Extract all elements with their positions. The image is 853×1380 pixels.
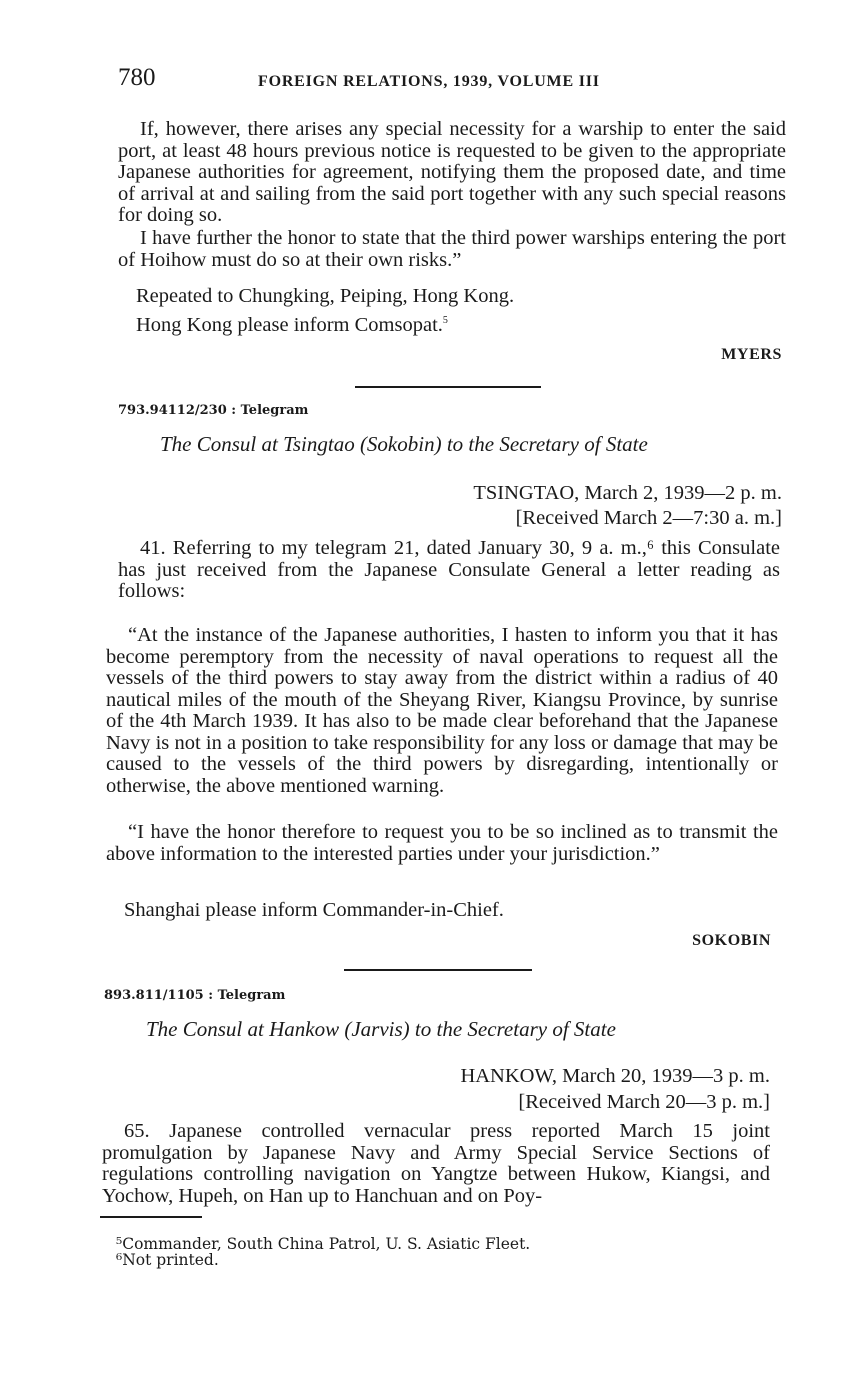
- footnote-6: ⁶Not printed.: [116, 1251, 219, 1269]
- page-number: 780: [118, 64, 156, 91]
- inform-line: [136, 309, 448, 337]
- quote-paragraph-1: “At the instance of the Japanese authorities, I hasten to inform you that it has become peremptory from the necessity of naval operations to request all the vessels of the third powers to stay away from the district within a radius of 40 nautical miles of the mouth of the Sheyang River, Kiangsu Province, by sunrise of the 4th March 1939. It has also to be made clear beforehand that the Japanese Navy is not in a position to take responsibility for any loss or damage that may be caused to the vessels of the third powers by disregarding, intentionally or otherwise, the above mentioned warning.: [106, 624, 778, 797]
- telegram-41-paragraph: 41. Referring to my telegram 21, dated January 30, 9 a. m.,⁶ this Consulate has just received from the Japanese Consulate General a letter reading as follows:: [118, 537, 780, 602]
- footnotes: [116, 1236, 530, 1268]
- dateline-tsingtao: TSINGTAO, March 2, 1939—2 p. m.: [473, 482, 782, 504]
- received-tsingtao: [Received March 2—7:30 a. m.]: [515, 507, 782, 529]
- footnote-divider: [100, 1216, 202, 1218]
- heading-tsingtao: The Consul at Tsingtao (Sokobin) to the Secretary of State: [160, 432, 648, 456]
- continuation-paragraph-1: If, however, there arises any special necessity for a warship to enter the said port, at least 48 hours previous notice is requested to be given to the appropriate Japanese authorities for agreement, notifying them the proposed date, and time of arrival at and sailing from the said port together with any such special reasons for doing so.: [118, 118, 786, 226]
- doc-id-2: 893.811/1105 : Telegram: [104, 988, 286, 1003]
- heading-hankow: The Consul at Hankow (Jarvis) to the Secretary of State: [146, 1017, 616, 1041]
- inform-text: Hong Kong please inform Comsopat.: [136, 313, 443, 336]
- doc-id-1: 793.94112/230 : Telegram: [118, 403, 309, 418]
- section-divider-2: [344, 969, 532, 971]
- footnote-ref-5: 5: [442, 315, 448, 326]
- signature-myers: MYERS: [721, 346, 782, 363]
- signature-sokobin: SOKOBIN: [692, 932, 771, 949]
- running-head: [118, 64, 658, 96]
- footnote-5: ⁵Commander, South China Patrol, U. S. Asiatic Fleet.: [116, 1235, 531, 1253]
- repeated-line: Repeated to Chungking, Peiping, Hong Kong.: [136, 285, 515, 307]
- section-divider-1: [355, 386, 541, 388]
- quote-paragraph-2: “I have the honor therefore to request you to be so inclined as to transmit the above information to the interested parties under your jurisdiction.”: [106, 821, 778, 865]
- dateline-hankow: HANKOW, March 20, 1939—3 p. m.: [460, 1065, 770, 1087]
- received-hankow: [Received March 20—3 p. m.]: [518, 1091, 770, 1113]
- continuation-paragraph-2: I have further the honor to state that the third power warships entering the port of Hoihow must do so at their own risks.”: [118, 227, 786, 271]
- telegram-65-paragraph: 65. Japanese controlled vernacular press reported March 15 joint promulgation by Japanese Navy and Army Special Service Sections of regulations controlling navigation on Yangtze between Hukow, Kiangsi, and Yochow, Hupeh, on Han up to Hanchuan and on Poy-: [102, 1120, 770, 1207]
- journal-title: FOREIGN RELATIONS, 1939, VOLUME III: [258, 73, 600, 90]
- shanghai-line: Shanghai please inform Commander-in-Chief.: [124, 899, 504, 921]
